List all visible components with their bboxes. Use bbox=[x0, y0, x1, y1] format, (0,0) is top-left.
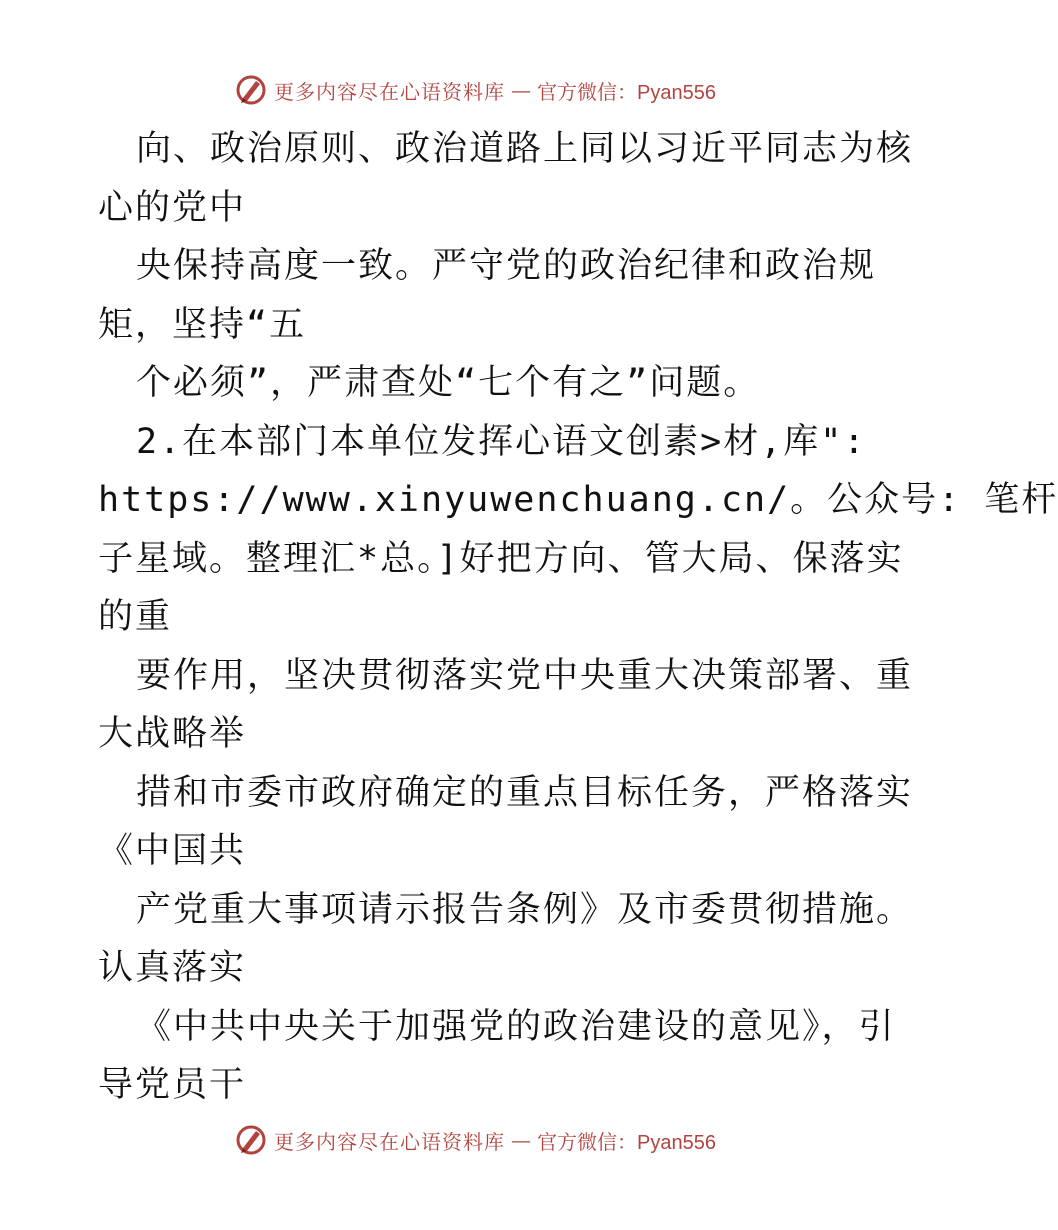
text-line: 《中国共 bbox=[98, 831, 247, 871]
document-body bbox=[98, 120, 1058, 1115]
watermark-contact-id: Pyan556 bbox=[637, 1131, 716, 1154]
pen-in-circle-logo-icon bbox=[234, 73, 268, 107]
pen-in-circle-logo-icon bbox=[234, 1123, 268, 1157]
text-line: 产党重大事项请示报告条例》及市委贯彻措施。 bbox=[136, 889, 914, 930]
watermark-contact-label: 官方微信： bbox=[537, 1129, 638, 1154]
text-line: 认真落实 bbox=[98, 948, 247, 988]
watermark-text: 更多内容尽在心语资料库 bbox=[274, 79, 506, 104]
text-line: 2.在本部门本单位发挥心语文创素>材,库": bbox=[136, 421, 867, 462]
text-line: 《中共中央关于加强党的政治建设的意见》，引 bbox=[136, 1006, 896, 1047]
text-line: 大战略举 bbox=[98, 714, 247, 754]
watermark-contact-label: 官方微信： bbox=[537, 79, 638, 104]
header-watermark bbox=[0, 70, 950, 110]
watermark-separator: — bbox=[511, 1128, 532, 1152]
text-line: 子星域。整理汇*总。]好把方向、管大局、保落实 bbox=[98, 538, 904, 579]
text-line: 导党员干 bbox=[98, 1065, 247, 1105]
footer-watermark bbox=[0, 1120, 950, 1160]
text-line: 个必须”，严肃查处“七个有之”问题。 bbox=[136, 363, 761, 403]
text-line: 央保持高度一致。严守党的政治纪律和政治规 bbox=[136, 246, 877, 286]
text-line: 心的党中 bbox=[98, 187, 247, 228]
text-line: 的重 bbox=[98, 597, 173, 637]
watermark-text: 更多内容尽在心语资料库 bbox=[274, 1129, 506, 1154]
watermark-contact bbox=[537, 76, 716, 105]
text-line: 要作用，坚决贯彻落实党中央重大决策部署、重 bbox=[136, 655, 914, 696]
text-line: 措和市委市政府确定的重点目标任务，严格落实 bbox=[136, 772, 914, 813]
watermark-separator: — bbox=[511, 78, 532, 102]
text-line: 向、政治原则、政治道路上同以习近平同志为核 bbox=[136, 129, 914, 169]
watermark-contact-id: Pyan556 bbox=[637, 81, 716, 104]
text-line: https://www.xinyuwenchuang.cn/。公众号: 笔杆 bbox=[98, 480, 1058, 520]
watermark-contact bbox=[537, 1126, 716, 1155]
text-line: 矩，坚持“五 bbox=[98, 304, 307, 345]
